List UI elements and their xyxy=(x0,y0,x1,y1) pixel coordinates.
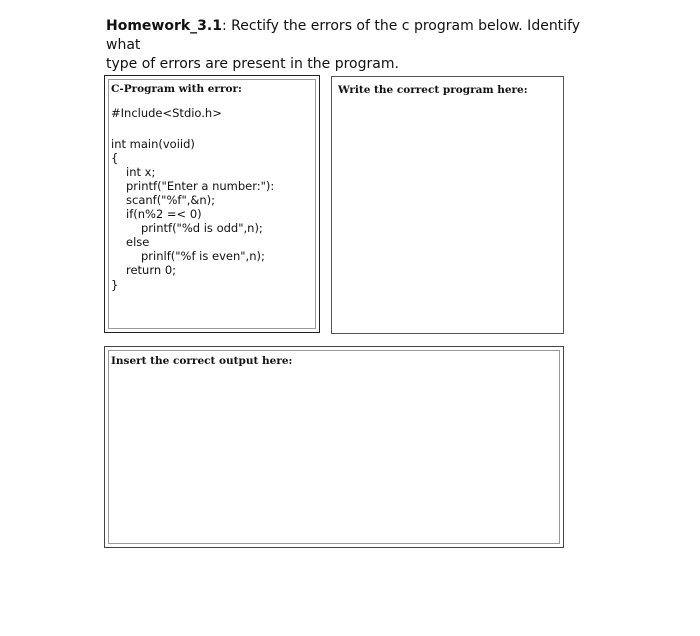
correct-program-answer-box[interactable] xyxy=(331,76,564,334)
code-line-return: return 0; xyxy=(126,263,177,277)
correct-output-inner-border xyxy=(108,350,560,544)
heading-line2: type of errors are present in the program. xyxy=(106,56,399,72)
code-close-brace: } xyxy=(111,278,119,292)
code-line-printf-prompt: printf("Enter a number:"): xyxy=(126,179,275,193)
code-line-if: if(n%2 =< 0) xyxy=(126,207,202,221)
code-line-declare: int x; xyxy=(126,165,156,179)
assignment-heading xyxy=(106,17,606,74)
code-line-else: else xyxy=(126,235,150,249)
correct-output-title: Insert the correct output here: xyxy=(111,355,293,367)
erroneous-program-title: C-Program with error: xyxy=(111,83,242,95)
code-include-line: #Include<Stdio.h> xyxy=(111,106,222,120)
code-open-brace: { xyxy=(111,151,119,165)
assignment-id: Homework_3.1 xyxy=(106,18,222,34)
correct-program-title: Write the correct program here: xyxy=(338,84,528,96)
code-line-scanf: scanf("%f",&n); xyxy=(126,193,216,207)
code-line-printf-odd: printf("%d is odd",n); xyxy=(141,221,263,235)
erroneous-program-box xyxy=(104,75,320,333)
correct-output-answer-box[interactable] xyxy=(104,346,564,548)
code-main-line: int main(voiid) xyxy=(111,137,195,151)
heading-line1: : Rectify the errors of the c program below. Identify what xyxy=(106,18,581,53)
code-line-printf-even: prinlf("%f is even",n); xyxy=(141,249,265,263)
